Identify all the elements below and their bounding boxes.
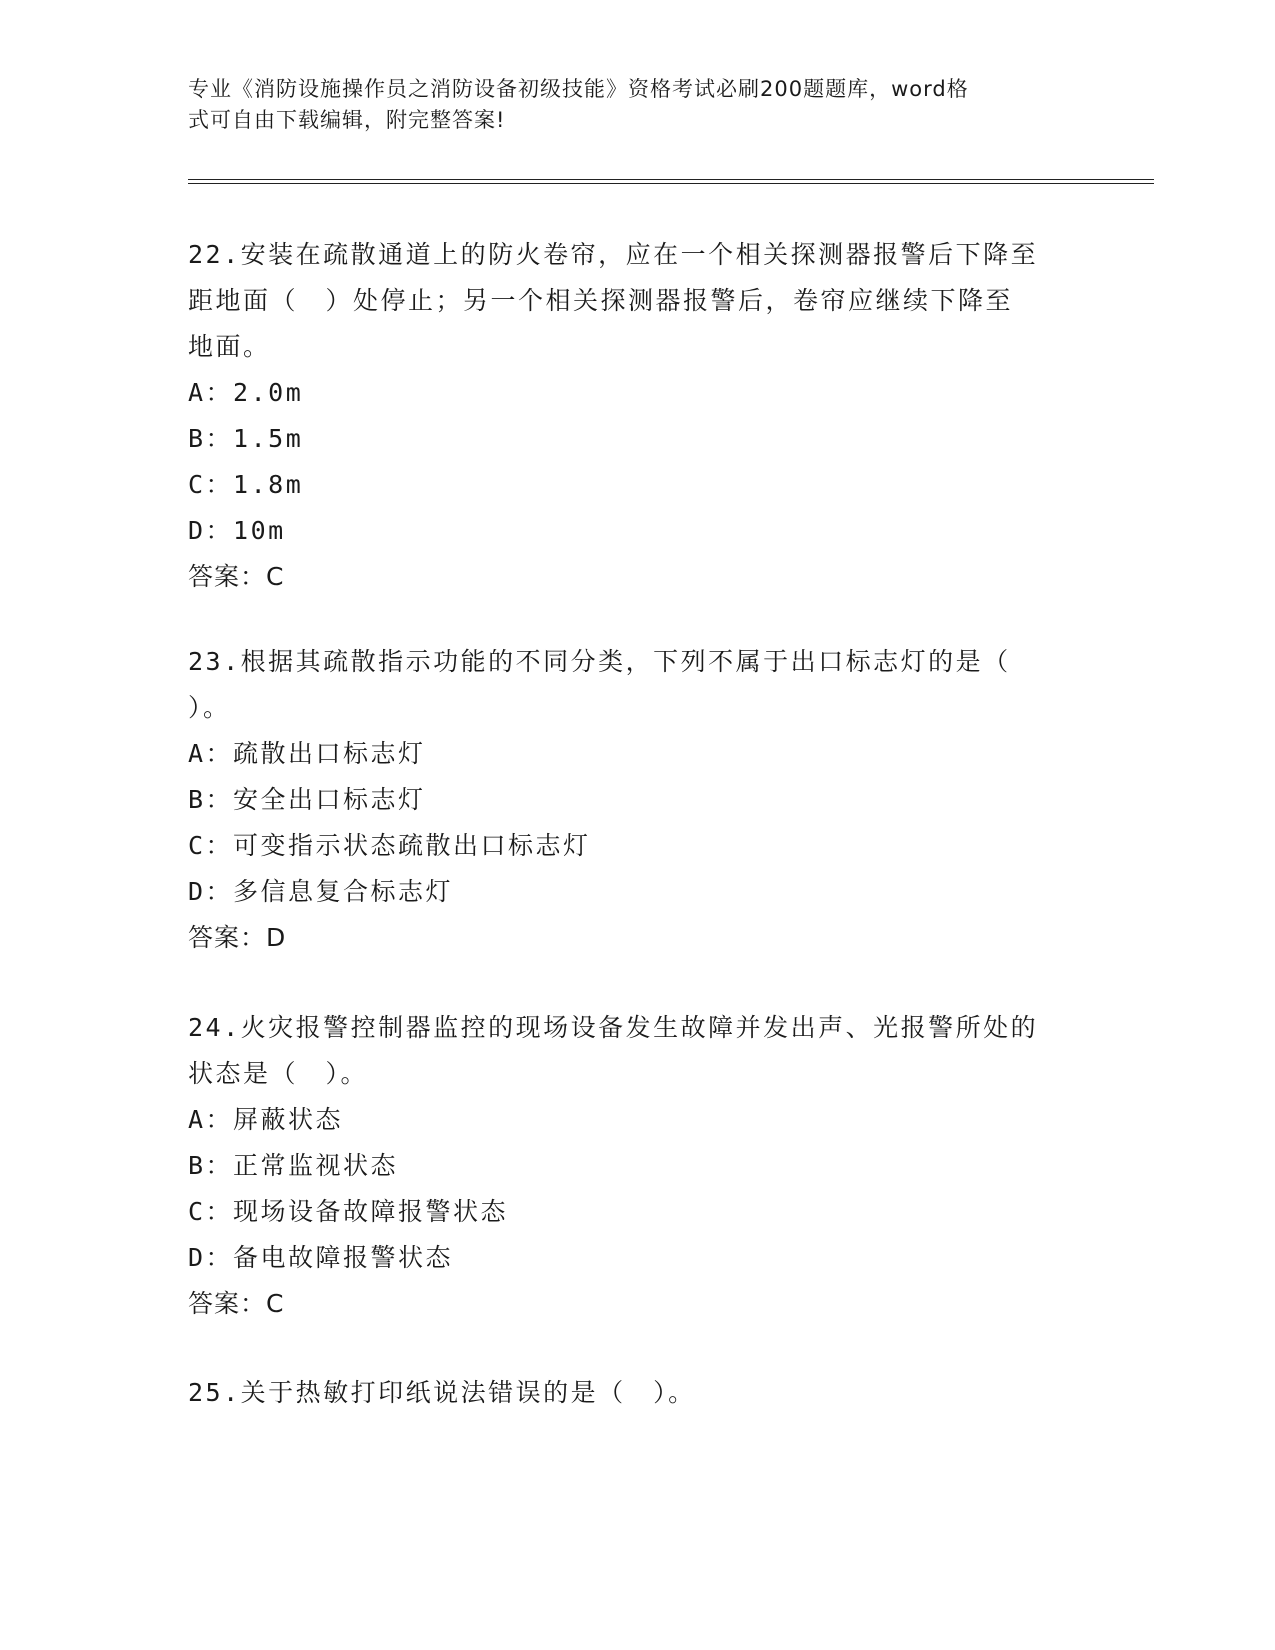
header-divider-top bbox=[188, 179, 1154, 180]
question-23 bbox=[188, 639, 1088, 961]
question-24-line-1: 24.火灾报警控制器监控的现场设备发生故障并发出声、光报警所处的 bbox=[188, 1013, 1039, 1042]
question-22-option-c: C：1.8m bbox=[188, 470, 304, 499]
header-divider-bottom bbox=[188, 183, 1154, 184]
question-23-answer: 答案：D bbox=[188, 923, 287, 952]
question-24-option-c: C：现场设备故障报警状态 bbox=[188, 1197, 509, 1226]
question-23-option-c: C：可变指示状态疏散出口标志灯 bbox=[188, 831, 591, 860]
question-22-option-a: A：2.0m bbox=[188, 378, 304, 407]
question-24-answer: 答案：C bbox=[188, 1289, 285, 1318]
question-24 bbox=[188, 1005, 1088, 1327]
header-line-2: 式可自由下载编辑，附完整答案! bbox=[188, 108, 506, 132]
question-24-option-d: D：备电故障报警状态 bbox=[188, 1243, 454, 1272]
question-23-option-a: A：疏散出口标志灯 bbox=[188, 739, 426, 768]
question-23-option-d: D：多信息复合标志灯 bbox=[188, 877, 454, 906]
question-23-line-1: 23.根据其疏散指示功能的不同分类，下列不属于出口标志灯的是（ bbox=[188, 647, 1011, 676]
question-23-line-2: ）。 bbox=[188, 693, 231, 722]
question-22-option-b: B：1.5m bbox=[188, 424, 304, 453]
document-header bbox=[188, 74, 1068, 136]
question-24-line-2: 状态是（ ）。 bbox=[188, 1059, 369, 1088]
question-22-line-3: 地面。 bbox=[188, 332, 271, 361]
question-23-option-b: B：安全出口标志灯 bbox=[188, 785, 426, 814]
question-24-option-a: A：屏蔽状态 bbox=[188, 1105, 344, 1134]
question-22 bbox=[188, 232, 1088, 600]
question-24-option-b: B：正常监视状态 bbox=[188, 1151, 399, 1180]
question-22-line-1: 22.安装在疏散通道上的防火卷帘，应在一个相关探测器报警后下降至 bbox=[188, 240, 1039, 269]
question-25-line-1: 25.关于热敏打印纸说法错误的是（ ）。 bbox=[188, 1378, 696, 1407]
question-22-line-2: 距地面（ ）处停止；另一个相关探测器报警后，卷帘应继续下降至 bbox=[188, 286, 1014, 315]
question-22-option-d: D：10m bbox=[188, 516, 286, 545]
header-line-1: 专业《消防设施操作员之消防设备初级技能》资格考试必刷200题题库，word格 bbox=[188, 77, 969, 101]
question-25 bbox=[188, 1370, 1088, 1416]
question-22-answer: 答案：C bbox=[188, 562, 285, 591]
